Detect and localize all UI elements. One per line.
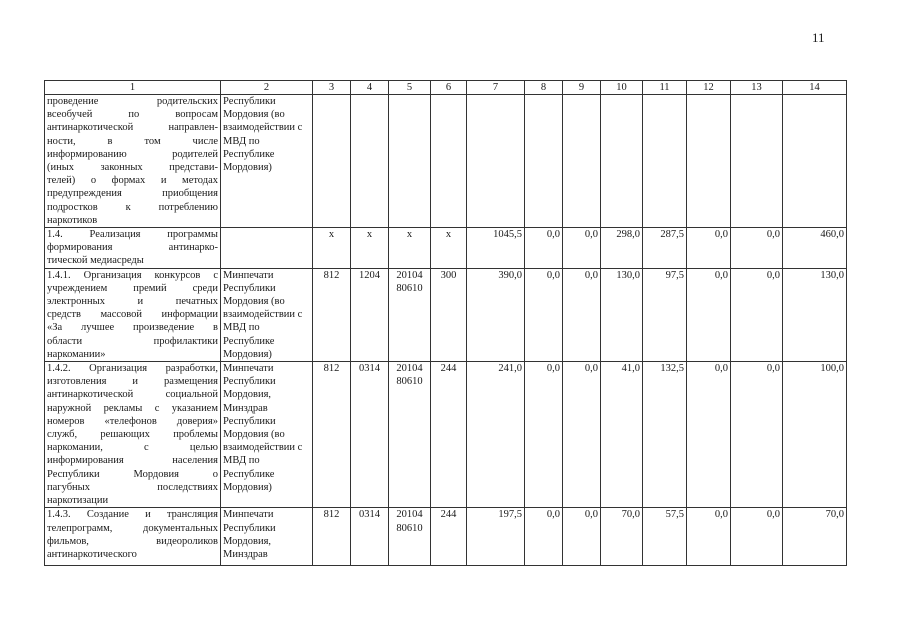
column-header-11: 11	[643, 81, 687, 95]
column-header-5: 5	[389, 81, 431, 95]
text-line: взаимодействии с	[223, 442, 303, 454]
column-header-10: 10	[601, 81, 643, 95]
text-line: проведение родительских	[47, 96, 218, 107]
text-line: ности, в том числе	[47, 135, 218, 147]
code-type-cell: 244	[431, 508, 467, 566]
code-type-cell: 300	[431, 268, 467, 361]
text-line: 1.4.1. Организация конкурсов с	[47, 269, 218, 281]
column-header-13: 13	[731, 81, 783, 95]
text-line: взаимодействии с	[223, 122, 303, 134]
text-line: пагубных последствиях	[47, 481, 218, 493]
text-line: подростков к потреблению	[47, 201, 218, 213]
executor-cell	[221, 95, 313, 228]
amount-cell-8: 0,0	[525, 508, 563, 566]
code-grbs-cell: 812	[313, 268, 351, 361]
executor-cell	[221, 508, 313, 566]
code-grbs-cell	[313, 95, 351, 228]
text-line: «За лучшее произведение в	[47, 322, 218, 334]
executor-cell	[221, 228, 313, 269]
program-table	[44, 80, 847, 566]
code-section-cell: 0314	[351, 362, 389, 508]
code-type-cell: x	[431, 228, 467, 269]
text-line: наркотизации	[47, 495, 109, 507]
amount-cell-8: 0,0	[525, 362, 563, 508]
text-line: фильмов, видеороликов	[47, 535, 218, 547]
column-header-12: 12	[687, 81, 731, 95]
text-line: телей) о формах и методах	[47, 175, 218, 187]
text-line: антинаркотической направлен-	[47, 122, 218, 134]
text-line: наркотиков	[47, 214, 98, 226]
column-header-8: 8	[525, 81, 563, 95]
amount-cell-9: 0,0	[563, 268, 601, 361]
activity-name-cell	[45, 268, 221, 361]
amount-cell-14: 130,0	[783, 268, 847, 361]
text-line: электронных и печатных	[47, 296, 218, 308]
text-line: 1.4.3. Создание и трансляция	[47, 509, 218, 521]
text-line: Мордовия)	[223, 348, 272, 360]
code-grbs-cell: 812	[313, 508, 351, 566]
text-line: служб, решающих проблемы	[47, 429, 218, 441]
table-header	[45, 81, 847, 95]
text-line: Мордовия (во	[223, 109, 285, 121]
text-line: наркомании»	[47, 348, 106, 360]
table-row	[45, 95, 847, 228]
amount-cell-10: 41,0	[601, 362, 643, 508]
amount-cell-8: 0,0	[525, 228, 563, 269]
text-line: МВД по	[223, 455, 260, 467]
text-line: наркомании, с целью	[47, 442, 218, 454]
text-line: Республике	[223, 468, 275, 480]
text-line: Республике	[223, 335, 275, 347]
activity-name-cell	[45, 362, 221, 508]
text-line: 80610	[396, 282, 423, 294]
code-section-cell: x	[351, 228, 389, 269]
amount-cell-12: 0,0	[687, 268, 731, 361]
text-line: Республики	[223, 282, 276, 294]
text-line: Минпечати	[223, 509, 274, 521]
code-target-cell	[389, 228, 431, 269]
table-row	[45, 268, 847, 361]
text-line: x	[406, 229, 413, 241]
amount-cell-13	[731, 95, 783, 228]
text-line: Минздрав	[223, 402, 268, 414]
text-line: телепрограмм, документальных	[47, 522, 218, 534]
text-line: Минпечати	[223, 269, 274, 281]
amount-cell-9: 0,0	[563, 362, 601, 508]
text-line: Мордовия,	[223, 389, 272, 401]
activity-name-cell	[45, 95, 221, 228]
text-line: области профилактики	[47, 335, 218, 347]
amount-cell-13: 0,0	[731, 508, 783, 566]
amount-cell-7	[467, 95, 525, 228]
column-header-7: 7	[467, 81, 525, 95]
text-line: средств массовой информации	[47, 309, 218, 321]
amount-cell-7: 241,0	[467, 362, 525, 508]
text-line: Республики	[223, 96, 276, 107]
column-header-2: 2	[221, 81, 313, 95]
text-line: Республики Мордовия о	[47, 468, 218, 480]
table-row	[45, 228, 847, 269]
amount-cell-14: 460,0	[783, 228, 847, 269]
amount-cell-8	[525, 95, 563, 228]
text-line: Минпечати	[223, 363, 274, 375]
text-line: Республике	[223, 148, 275, 160]
column-header-6: 6	[431, 81, 467, 95]
amount-cell-11	[643, 95, 687, 228]
text-line: всеобучей по вопросам	[47, 109, 218, 121]
amount-cell-13: 0,0	[731, 228, 783, 269]
text-line: Республики	[223, 376, 276, 388]
code-target-cell	[389, 268, 431, 361]
column-header-14: 14	[783, 81, 847, 95]
text-line: Мордовия)	[223, 481, 272, 493]
code-target-cell	[389, 508, 431, 566]
text-line: 1.4. Реализация программы	[47, 229, 218, 241]
code-type-cell: 244	[431, 362, 467, 508]
text-line: 20104	[396, 269, 423, 281]
text-line: учреждением премий среди	[47, 282, 218, 294]
text-line: взаимодействии с	[223, 309, 303, 321]
amount-cell-10: 298,0	[601, 228, 643, 269]
code-type-cell	[431, 95, 467, 228]
amount-cell-12: 0,0	[687, 228, 731, 269]
text-line: 20104	[396, 363, 423, 375]
executor-cell	[221, 268, 313, 361]
amount-cell-10: 70,0	[601, 508, 643, 566]
executor-cell	[221, 362, 313, 508]
code-target-cell	[389, 362, 431, 508]
column-header-9: 9	[563, 81, 601, 95]
text-line: МВД по	[223, 135, 260, 147]
code-section-cell: 0314	[351, 508, 389, 566]
amount-cell-10	[601, 95, 643, 228]
text-line: информированию родителей	[47, 148, 218, 160]
text-line: Мордовия (во	[223, 429, 285, 441]
text-line: МВД по	[223, 322, 260, 334]
activity-name-cell	[45, 508, 221, 566]
text-line: Республики	[223, 415, 276, 427]
text-line: 20104	[396, 509, 423, 521]
amount-cell-7: 197,5	[467, 508, 525, 566]
table-row	[45, 508, 847, 566]
header-row	[45, 81, 847, 95]
text-line: 80610	[396, 376, 423, 388]
column-header-3: 3	[313, 81, 351, 95]
amount-cell-9	[563, 95, 601, 228]
text-line: 1.4.2. Организация разработки,	[47, 363, 218, 375]
amount-cell-11: 97,5	[643, 268, 687, 361]
text-line: номеров «телефонов доверия»	[47, 415, 218, 427]
amount-cell-14: 100,0	[783, 362, 847, 508]
amount-cell-7: 1045,5	[467, 228, 525, 269]
text-line: антинаркотической социальной	[47, 389, 218, 401]
activity-name-cell	[45, 228, 221, 269]
text-line: антинаркотического	[47, 548, 137, 560]
amount-cell-11: 57,5	[643, 508, 687, 566]
table-body	[45, 95, 847, 566]
text-line: тической медиасреды	[47, 255, 144, 267]
code-grbs-cell: 812	[313, 362, 351, 508]
column-header-1: 1	[45, 81, 221, 95]
amount-cell-9: 0,0	[563, 228, 601, 269]
table-row	[45, 362, 847, 508]
amount-cell-7: 390,0	[467, 268, 525, 361]
text-line: Мордовия (во	[223, 296, 285, 308]
text-line: Мордовия,	[223, 535, 272, 547]
amount-cell-13: 0,0	[731, 268, 783, 361]
text-line: 80610	[396, 522, 423, 534]
text-line: формирования антинарко-	[47, 242, 218, 254]
amount-cell-14: 70,0	[783, 508, 847, 566]
amount-cell-10: 130,0	[601, 268, 643, 361]
amount-cell-14	[783, 95, 847, 228]
code-section-cell: 1204	[351, 268, 389, 361]
code-grbs-cell: x	[313, 228, 351, 269]
text-line: информирования населения	[47, 455, 218, 467]
text-line: Мордовия)	[223, 162, 272, 174]
amount-cell-11: 132,5	[643, 362, 687, 508]
text-line: Минздрав	[223, 548, 268, 560]
code-section-cell	[351, 95, 389, 228]
amount-cell-9: 0,0	[563, 508, 601, 566]
amount-cell-12	[687, 95, 731, 228]
text-line: изготовления и размещения	[47, 376, 218, 388]
column-header-4: 4	[351, 81, 389, 95]
amount-cell-13: 0,0	[731, 362, 783, 508]
text-line: предупреждения приобщения	[47, 188, 218, 200]
page-number: 11	[812, 30, 825, 45]
text-line: Республики	[223, 522, 276, 534]
text-line: наружной рекламы с указанием	[47, 402, 218, 414]
text-line: (иных законных представи-	[47, 162, 218, 174]
amount-cell-12: 0,0	[687, 508, 731, 566]
amount-cell-11: 287,5	[643, 228, 687, 269]
amount-cell-8: 0,0	[525, 268, 563, 361]
code-target-cell	[389, 95, 431, 228]
amount-cell-12: 0,0	[687, 362, 731, 508]
